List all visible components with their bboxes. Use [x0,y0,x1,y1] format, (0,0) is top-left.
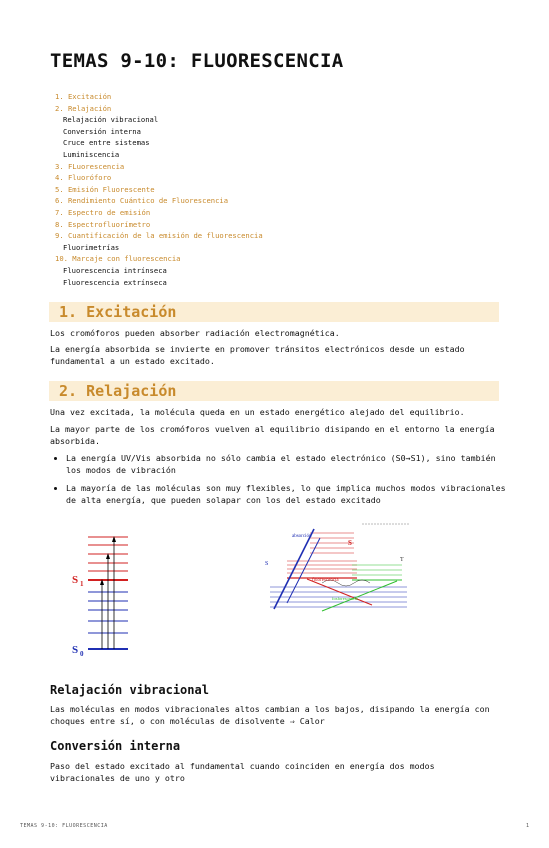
toc-item[interactable]: Fluorescencia extrínseca [63,277,167,287]
bullet-list [50,452,511,512]
toc-item[interactable]: Cruce entre sistemas [63,138,150,148]
section-heading-relajacion: 2. Relajación [49,381,499,401]
toc-item[interactable]: Relajación vibracional [63,115,159,125]
toc-item[interactable]: 7. Espectro de emisión [55,207,151,217]
page-title: TEMAS 9-10: FLUORESCENCIA [50,50,344,72]
s1-label: S [72,574,79,586]
toc-item[interactable]: 10. Marcaje con fluorescencia [55,254,181,264]
svg-text:0: 0 [80,650,84,658]
svg-text:S: S [265,561,269,567]
toc-item[interactable]: Luminiscencia [63,149,120,159]
table-of-contents [55,91,263,288]
svg-text:S: S [348,539,352,547]
subheading-relajacion-vibracional: Relajación vibracional [50,683,209,697]
jablonski-diagram [262,523,412,615]
paragraph: Una vez excitada, la molécula queda en un estado energético alejado del equilibrio. [50,407,465,417]
toc-item[interactable]: 4. Fluoróforo [55,173,112,183]
toc-item[interactable]: 1. Excitación [55,92,112,101]
section-heading-excitacion: 1. Excitación [49,302,499,322]
toc-item[interactable]: Fluorescencia intrínseca [63,265,167,275]
paragraph: La mayor parte de los cromóforos vuelven al equilibrio disipando en el entorno la energía absorbida. [50,424,495,446]
toc-item[interactable]: Fluorimetrías [63,242,120,252]
list-item: • La energía UV/Vis absorbida no sólo cambia el estado electrónico (S0→S1), sino también los modos de vibración [66,452,511,476]
paragraph: Las moléculas en modos vibracionales altos cambian a los bajos, disipando la energía con choques entre sí, o con moléculas de disolvente ⇒ Calor [50,704,490,726]
toc-item[interactable]: 3. FLuorescencia [55,161,125,171]
page-number: 1 [525,823,529,829]
toc-item[interactable]: 2. Relajación [55,103,112,113]
paragraph: Paso del estado excitado al fundamental cuando coinciden en energía dos modos vibracionales de uno y otro [50,761,435,783]
toc-item[interactable]: 5. Emisión Fluorescente [55,184,155,194]
footer-title: TEMAS 9-10: FLUORESCENCIA [20,823,108,829]
fluorescencia-label: fluorescencia [312,578,339,583]
list-item: • La mayoría de las moléculas son muy flexibles, lo que implica muchos modos vibracionales de alta energía, que pueden solapar con los del estado excitado [66,482,511,506]
toc-item[interactable]: 9. Cuantificación de la emisión de fluorescencia [55,231,263,241]
absorcion-label: absorción [292,534,312,539]
paragraph: Los cromóforos pueden absorber radiación electromagnética. [50,328,340,338]
energy-level-diagram [68,525,158,660]
s0-label: S [72,644,79,656]
toc-item[interactable]: Conversión interna [63,126,141,136]
fosforescencia-label: fosforescencia [332,596,358,601]
paragraph: La energía absorbida se invierte en promover tránsitos electrónicos desde un estado fundamental a un estado excitado. [50,344,465,366]
subheading-conversion-interna: Conversión interna [50,739,181,753]
svg-text:1: 1 [80,580,84,588]
toc-item[interactable]: 6. Rendimiento Cuántico de Fluorescencia [55,196,229,206]
toc-item[interactable]: 8. Espectrofluorímetro [55,219,151,229]
svg-text:T: T [400,557,404,563]
